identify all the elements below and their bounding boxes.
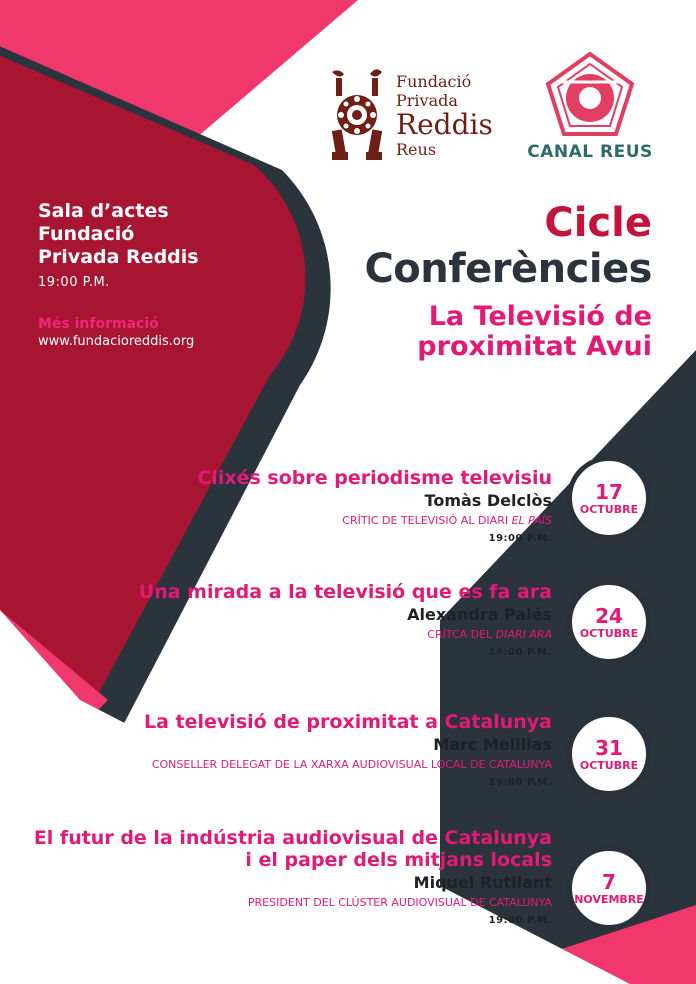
talk-role-prefix: PRESIDENT DEL CLÚSTER AUDIOVISUAL DE CATALUNYA [247,896,552,909]
talk-title: Una mirada a la televisió que es fa ara [138,581,552,603]
talk-item [197,467,552,546]
talk-title: La televisió de proximitat a Catalunya [144,711,552,733]
talk-title-line-1: El futur de la indústria audiovisual de Catalunya [33,827,552,849]
reddis-line-privada: Privada [396,91,458,110]
subtitle-line-2: proximitat Avui [417,331,652,362]
more-info-label: Més informació [38,316,159,332]
date-month: NOVEMBRE [574,892,644,906]
reddis-line-reus: Reus [396,140,437,159]
talk-time: 19:00 P.M. [488,647,552,658]
canal-reus-name: CANAL REUS [527,142,653,162]
talk-role [34,895,552,910]
canal-reus-pentagon-icon [520,50,660,142]
talk-speaker: Marc Melillas [433,735,552,754]
talk-role-prefix: CRÍTIC DE TELEVISIÓ AL DIARI [342,514,512,527]
reddis-wordmark [396,72,493,159]
title-block [232,200,652,362]
date-month: OCTUBRE [579,758,639,772]
talk-item [144,711,552,790]
reddis-line-fundacio: Fundació [396,72,472,91]
date-day: 31 [595,735,623,760]
talk-title: Clixés sobre periodisme televisiu [197,467,552,489]
talk-speaker: Tomàs Delclòs [424,491,552,510]
more-info-url[interactable]: www.fundacioreddis.org [38,334,195,349]
talk-title-line-2: i el paper dels mitjans locals [245,849,552,871]
date-month: OCTUBRE [579,626,639,640]
date-badge [567,456,651,540]
talk-item [34,827,552,928]
date-day: 24 [595,603,623,628]
reddis-logo [322,68,502,163]
date-day: 17 [595,479,623,504]
venue-info [38,200,238,349]
venue-line-3: Privada Reddis [38,246,199,268]
talk-role [197,513,552,528]
talk-role-prefix: CONSELLER DELEGAT DE LA XARXA AUDIOVISUAL LOCAL DE CATALUNYA [151,758,552,771]
venue-line-2: Fundació [38,223,135,245]
reddis-line-reddis: Reddis [396,108,493,141]
date-badge [567,846,651,930]
talk-role-emphasis: EL PAÍS [511,514,552,527]
reddis-emblem-icon [322,68,392,163]
title-conferencies: Conferències [364,246,652,292]
date-month: OCTUBRE [579,502,639,516]
date-badge [567,712,651,796]
canal-reus-logo [520,50,660,170]
venue-line-1: Sala d’actes [38,200,169,222]
date-day: 7 [602,869,616,894]
date-badge [567,580,651,664]
talk-role [139,627,552,642]
venue-time: 19:00 P.M. [38,275,110,290]
talk-time: 19:00 P.M. [488,533,552,544]
talk-time: 19:00 P.M. [488,915,552,926]
subtitle-line-1: La Televisió de [428,301,652,332]
talk-speaker: Alexandra Palés [407,605,552,624]
talk-role [144,757,552,772]
talk-role-emphasis: DIARI ARA [495,628,552,641]
talk-role-prefix: CRÍTCA DEL [427,628,496,641]
talk-speaker: Miquel Rutllant [413,873,552,892]
subtitle [232,302,652,362]
title-cicle: Cicle [544,200,652,246]
talk-time: 19:00 P.M. [488,777,552,788]
talk-item [139,581,552,660]
